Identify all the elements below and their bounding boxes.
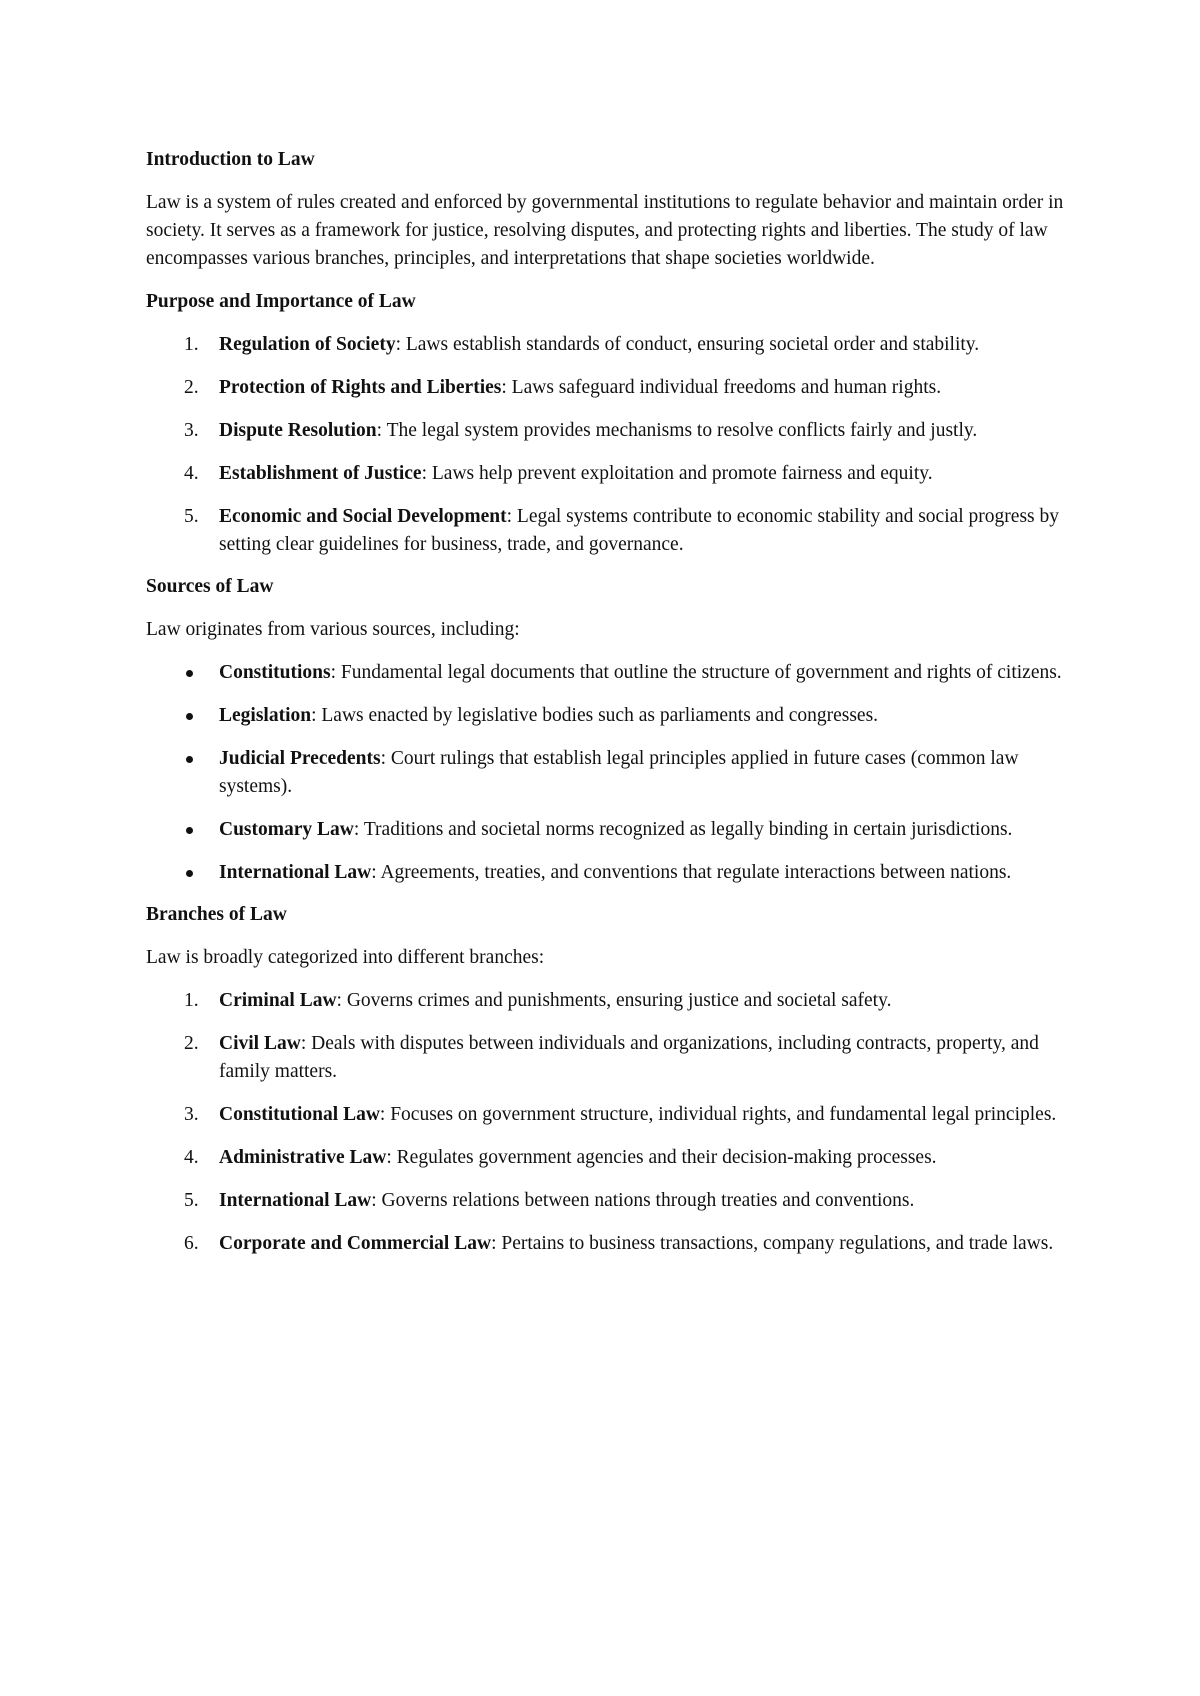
list-number: 3.	[184, 420, 199, 441]
purpose-list	[146, 331, 1066, 559]
item-term: International Law	[219, 1190, 372, 1211]
bullet-icon	[186, 827, 193, 834]
bullet-icon	[186, 670, 193, 677]
item-term: Corporate and Commercial Law	[219, 1233, 492, 1254]
list-number: 5.	[184, 506, 199, 527]
item-text: : Agreements, treaties, and conventions that regulate interactions between nations.	[371, 862, 1012, 883]
item-term: Judicial Precedents	[219, 748, 381, 769]
item-term: Protection of Rights and Liberties	[219, 377, 502, 398]
item-text: : The legal system provides mechanisms to resolve conflicts fairly and justly.	[376, 420, 978, 441]
purpose-heading: Purpose and Importance of Law	[146, 291, 416, 312]
item-term: Economic and Social Development	[219, 506, 507, 527]
item-text: : Laws help prevent exploitation and promote fairness and equity.	[421, 463, 933, 484]
item-text: : Fundamental legal documents that outline the structure of government and rights of citizens.	[330, 662, 1062, 683]
item-term: Regulation of Society	[219, 334, 396, 355]
branches-list	[146, 987, 1066, 1258]
document-page	[146, 146, 1066, 1272]
list-item	[146, 1101, 1066, 1129]
intro-heading: Introduction to Law	[146, 149, 315, 170]
sources-list	[146, 659, 1066, 887]
list-item	[146, 331, 1066, 359]
item-text: : Governs crimes and punishments, ensuring justice and societal safety.	[336, 990, 892, 1011]
branches-intro: Law is broadly categorized into different branches:	[146, 947, 545, 968]
item-text: : Court rulings that establish legal principles applied in future cases (common law systems).	[219, 748, 1019, 797]
intro-paragraph: Law is a system of rules created and enforced by governmental institutions to regulate behavior and maintain order in society. It serves as a framework for justice, resolving disputes, and protecting rights and liberties. The study of law encompasses various branches, principles, and interpretations that shape societies worldwide.	[146, 192, 1064, 269]
item-term: Administrative Law	[219, 1147, 387, 1168]
item-text: : Laws establish standards of conduct, ensuring societal order and stability.	[395, 334, 980, 355]
list-item	[146, 374, 1066, 402]
list-number: 6.	[184, 1233, 199, 1254]
sources-heading: Sources of Law	[146, 576, 274, 597]
item-text: : Pertains to business transactions, company regulations, and trade laws.	[491, 1233, 1054, 1254]
item-text: : Laws enacted by legislative bodies such as parliaments and congresses.	[311, 705, 879, 726]
item-term: Legislation	[219, 705, 312, 726]
list-number: 1.	[184, 990, 199, 1011]
list-item	[146, 816, 1066, 844]
branches-heading: Branches of Law	[146, 904, 287, 925]
list-number: 5.	[184, 1190, 199, 1211]
item-text: : Legal systems contribute to economic stability and social progress by setting clear guidelines for business, trade, and governance.	[219, 506, 1060, 555]
item-term: Constitutional Law	[219, 1104, 380, 1125]
list-number: 4.	[184, 463, 199, 484]
list-number: 1.	[184, 334, 199, 355]
list-item	[146, 659, 1066, 687]
list-item	[146, 702, 1066, 730]
list-item	[146, 417, 1066, 445]
list-number: 2.	[184, 377, 199, 398]
list-item	[146, 503, 1066, 559]
bullet-icon	[186, 713, 193, 720]
bullet-icon	[186, 756, 193, 763]
item-term: Customary Law	[219, 819, 354, 840]
list-item	[146, 1144, 1066, 1172]
item-text: : Traditions and societal norms recognized as legally binding in certain jurisdictions.	[353, 819, 1013, 840]
sources-intro: Law originates from various sources, including:	[146, 619, 520, 640]
list-number: 4.	[184, 1147, 199, 1168]
list-item	[146, 1187, 1066, 1215]
list-number: 3.	[184, 1104, 199, 1125]
list-item	[146, 1230, 1066, 1258]
list-item	[146, 987, 1066, 1015]
item-term: International Law	[219, 862, 372, 883]
item-term: Criminal Law	[219, 990, 337, 1011]
list-item	[146, 859, 1066, 887]
list-number: 2.	[184, 1033, 199, 1054]
item-text: : Governs relations between nations through treaties and conventions.	[371, 1190, 915, 1211]
item-term: Establishment of Justice	[219, 463, 422, 484]
item-term: Civil Law	[219, 1033, 301, 1054]
list-item	[146, 745, 1066, 801]
item-text: : Deals with disputes between individuals and organizations, including contracts, property, and family matters.	[219, 1033, 1039, 1082]
item-term: Dispute Resolution	[219, 420, 377, 441]
bullet-icon	[186, 870, 193, 877]
list-item	[146, 460, 1066, 488]
item-term: Constitutions	[219, 662, 331, 683]
item-text: : Focuses on government structure, individual rights, and fundamental legal principles.	[379, 1104, 1057, 1125]
list-item	[146, 1030, 1066, 1086]
item-text: : Laws safeguard individual freedoms and human rights.	[501, 377, 942, 398]
item-text: : Regulates government agencies and their decision-making processes.	[386, 1147, 937, 1168]
